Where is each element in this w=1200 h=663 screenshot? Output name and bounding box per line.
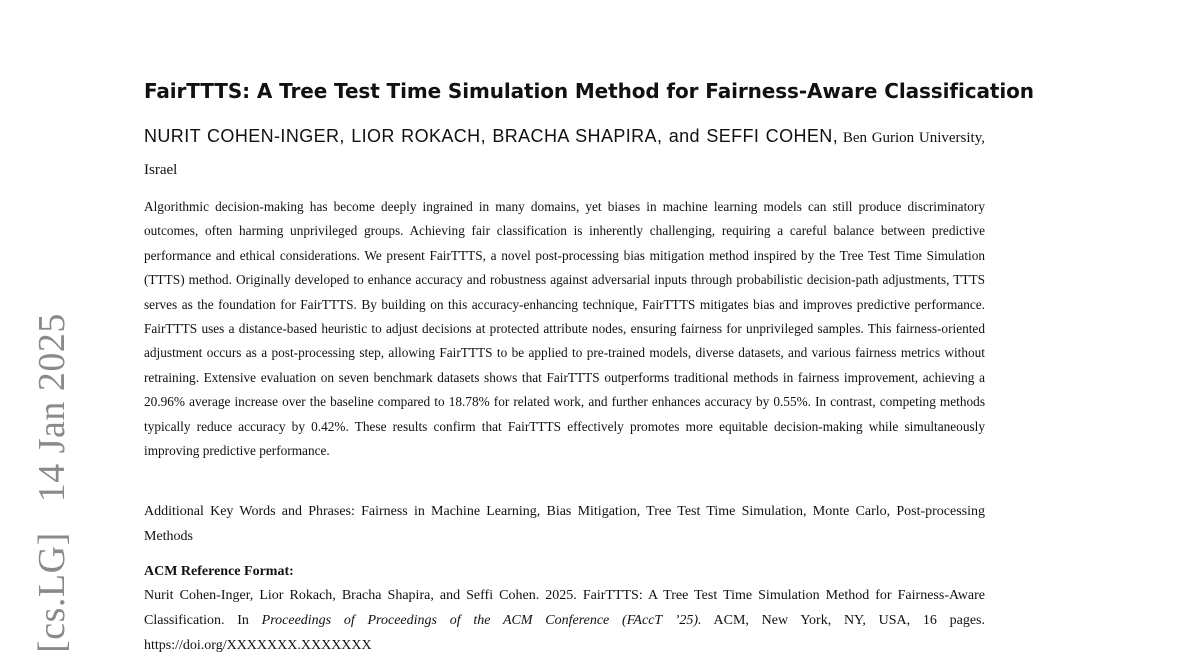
- citation-venue: Proceedings of Proceedings of the ACM Conference (FAccT ’25).: [261, 613, 702, 628]
- arxiv-side-stamp: [30, 303, 74, 663]
- author-names: NURIT COHEN-INGER, LIOR ROKACH, BRACHA SHAPIRA, and SEFFI COHEN,: [144, 126, 839, 146]
- arxiv-date: 14 Jan 2025: [31, 313, 73, 503]
- arxiv-category: [cs.LG]: [31, 532, 73, 653]
- abstract: Algorithmic decision-making has become deeply ingrained in many domains, yet biases in machine learning models can still produce discriminatory outcomes, often harming unprivileged groups. Achieving fair classification is inherently challenging, requiring a careful balance between predictive performance and ethical considerations. We present FairTTTS, a novel post-processing bias mitigation method inspired by the Tree Test Time Simulation (TTTS) method. Originally developed to enhance accuracy and robustness against adversarial inputs through probabilistic decision-path adjustments, TTTS serves as the foundation for FairTTTS. By building on this accuracy-enhancing technique, FairTTTS mitigates bias and improves predictive performance. FairTTTS uses a distance-based heuristic to adjust decisions at protected attribute nodes, ensuring fairness for unprivileged samples. This fairness-oriented adjustment occurs as a post-processing step, allowing FairTTTS to be applied to pre-trained models, diverse datasets, and various fairness metrics without retraining. Extensive evaluation on seven benchmark datasets shows that FairTTTS outperforms traditional methods in fairness improvement, achieving a 20.96% average increase over the baseline compared to 18.78% for related work, and further enhances accuracy by 0.55%. In contrast, competing methods typically reduce accuracy by 0.42%. These results confirm that FairTTTS effectively promotes more equitable decision-making while simultaneously improving predictive performance.: [144, 199, 985, 459]
- acm-reference-citation: [144, 583, 985, 658]
- citation-lead: Nurit Cohen-Inger, Lior Rokach, Bracha Shapira, and Seffi Cohen. 2025. FairTTTS: A Tree Test Time Simulation Method for Fairness-Aware Classification. In: [144, 588, 985, 628]
- keywords: Additional Key Words and Phrases: Fairness in Machine Learning, Bias Mitigation, Tree Test Time Simulation, Monte Carlo, Post-processing Methods: [144, 504, 985, 544]
- author-affiliation: Ben Gurion University, Israel: [144, 130, 985, 178]
- author-block: [144, 120, 985, 186]
- paper-title: FairTTTS: A Tree Test Time Simulation Method for Fairness-Aware Classification: [144, 79, 1034, 103]
- acm-reference-heading: ACM Reference Format:: [144, 564, 294, 579]
- citation-tail: ACM, New York, NY, USA, 16 pages. https://doi.org/XXXXXXX.XXXXXXX: [144, 613, 985, 653]
